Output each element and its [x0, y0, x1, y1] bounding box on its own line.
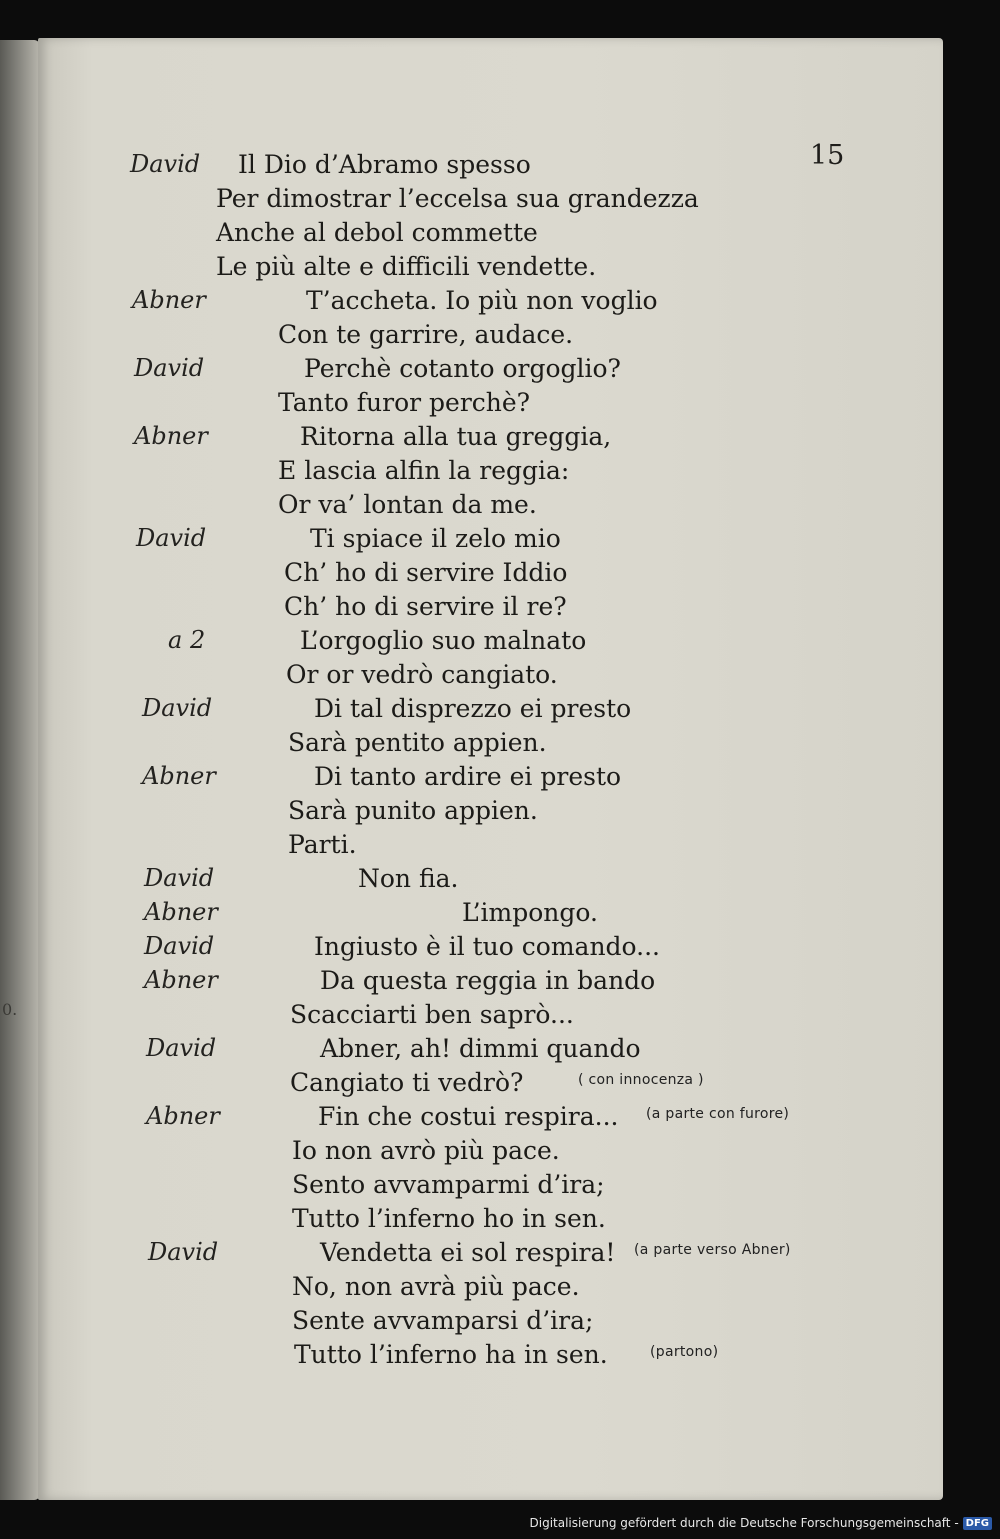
- verse-text: Ritorna alla tua greggia,: [300, 422, 612, 451]
- digitization-footer: [530, 1513, 993, 1533]
- verse-line: [38, 150, 938, 184]
- verse-text: Con te garrire, audace.: [278, 320, 574, 349]
- verse-line: [38, 830, 938, 864]
- verse-line: [38, 252, 938, 286]
- verse-text: Di tal disprezzo ei presto: [314, 694, 632, 723]
- verse-text: Tutto l’inferno ha in sen.: [294, 1340, 608, 1369]
- verse-line: [38, 966, 938, 1000]
- verse-text: Anche al debol commette: [216, 218, 538, 247]
- verse-text: Perchè cotanto orgoglio?: [304, 354, 621, 383]
- verse-line: [38, 1102, 938, 1136]
- book-page: [38, 38, 943, 1500]
- speaker-name: David: [130, 150, 201, 178]
- verse-text: Le più alte e difficili vendette.: [216, 252, 597, 281]
- verse-line: [38, 932, 938, 966]
- speaker-name: Abner: [134, 422, 208, 450]
- speaker-name: Abner: [132, 286, 206, 314]
- verse-text: Sente avvamparsi d’ira;: [292, 1306, 594, 1335]
- facing-page-edge: [0, 40, 40, 1500]
- speaker-name: David: [136, 524, 207, 552]
- verse-text: Fin che costui respira...: [318, 1102, 619, 1131]
- verse-line: [38, 218, 938, 252]
- verse-line: [38, 286, 938, 320]
- speaker-name: Abner: [144, 966, 218, 994]
- verse-line: [38, 1068, 938, 1102]
- speaker-name: David: [134, 354, 205, 382]
- speaker-name: David: [144, 932, 215, 960]
- verse-text: Tanto furor perchè?: [278, 388, 531, 417]
- verse-text: Io non avrò più pace.: [292, 1136, 560, 1165]
- verse-text: Di tanto ardire ei presto: [314, 762, 622, 791]
- speaker-name: David: [146, 1034, 217, 1062]
- speaker-name: Abner: [142, 762, 216, 790]
- dfg-logo-icon: DFG: [963, 1517, 992, 1530]
- verse-line: [38, 422, 938, 456]
- speaker-name: Abner: [144, 898, 218, 926]
- verse-text: Non fia.: [358, 864, 459, 893]
- stage-direction: (a parte con furore): [646, 1106, 790, 1122]
- footer-text: Digitalisierung gefördert durch die Deutsche Forschungsgemeinschaft -: [529, 1516, 959, 1530]
- verse-text: Il Dio d’Abramo spesso: [238, 150, 531, 179]
- stage-direction: (a parte verso Abner): [634, 1242, 791, 1258]
- verse-text: No, non avrà più pace.: [292, 1272, 580, 1301]
- speaker-name: David: [144, 864, 215, 892]
- verse-line: [38, 1136, 938, 1170]
- verse-line: [38, 1272, 938, 1306]
- verse-text: Per dimostrar l’eccelsa sua grandezza: [216, 184, 699, 213]
- verse-line: [38, 558, 938, 592]
- speaker-name: David: [142, 694, 213, 722]
- stage-direction: (partono): [650, 1344, 719, 1360]
- verse-line: [38, 1034, 938, 1068]
- verse-line: [38, 1204, 938, 1238]
- verse-line: [38, 456, 938, 490]
- verse-text: T’accheta. Io più non voglio: [306, 286, 658, 315]
- verse-line: [38, 626, 938, 660]
- verse-text: Abner, ah! dimmi quando: [320, 1034, 641, 1063]
- verse-line: [38, 1000, 938, 1034]
- verse-line: [38, 694, 938, 728]
- verse-text: Parti.: [288, 830, 357, 859]
- verse-text: Sento avvamparmi d’ira;: [292, 1170, 605, 1199]
- verse-line: [38, 320, 938, 354]
- verse-text: Ch’ ho di servire il re?: [284, 592, 567, 621]
- verse-line: [38, 1306, 938, 1340]
- verse-text: Ingiusto è il tuo comando...: [314, 932, 660, 961]
- verse-line: [38, 728, 938, 762]
- verse-line: [38, 762, 938, 796]
- verse-line: [38, 184, 938, 218]
- verse-text: E lascia alfin la reggia:: [278, 456, 570, 485]
- verse-line: [38, 660, 938, 694]
- verse-text: Or or vedrò cangiato.: [286, 660, 558, 689]
- verse-line: [38, 864, 938, 898]
- verse-line: [38, 1340, 938, 1374]
- verse-text: Ti spiace il zelo mio: [310, 524, 561, 553]
- speaker-name: Abner: [146, 1102, 220, 1130]
- verse-line: [38, 1238, 938, 1272]
- verse-line: [38, 354, 938, 388]
- verse-text: Scacciarti ben saprò...: [290, 1000, 574, 1029]
- speaker-name: a 2: [168, 626, 206, 654]
- verse-line: [38, 592, 938, 626]
- verse-line: [38, 796, 938, 830]
- page-number: 15: [810, 140, 845, 171]
- verse-line: [38, 490, 938, 524]
- verse-line: [38, 524, 938, 558]
- verse-line: [38, 388, 938, 422]
- stage-direction: ( con innocenza ): [578, 1072, 704, 1088]
- verse-text: L’orgoglio suo malnato: [300, 626, 587, 655]
- verse-text: Or va’ lontan da me.: [278, 490, 537, 519]
- verse-line: [38, 1170, 938, 1204]
- verse-text: Cangiato ti vedrò?: [290, 1068, 524, 1097]
- verse-text: Sarà pentito appien.: [288, 728, 547, 757]
- verse-line: [38, 898, 938, 932]
- verse-text: Vendetta ei sol respira!: [320, 1238, 616, 1267]
- verse-text: Da questa reggia in bando: [320, 966, 656, 995]
- verse-text: L’impongo.: [462, 898, 598, 927]
- verse-text: Sarà punito appien.: [288, 796, 538, 825]
- speaker-name: David: [148, 1238, 219, 1266]
- verse-text: Ch’ ho di servire Iddio: [284, 558, 568, 587]
- verse-text: Tutto l’inferno ho in sen.: [292, 1204, 606, 1233]
- facing-page-fragment: 0.: [2, 1000, 18, 1019]
